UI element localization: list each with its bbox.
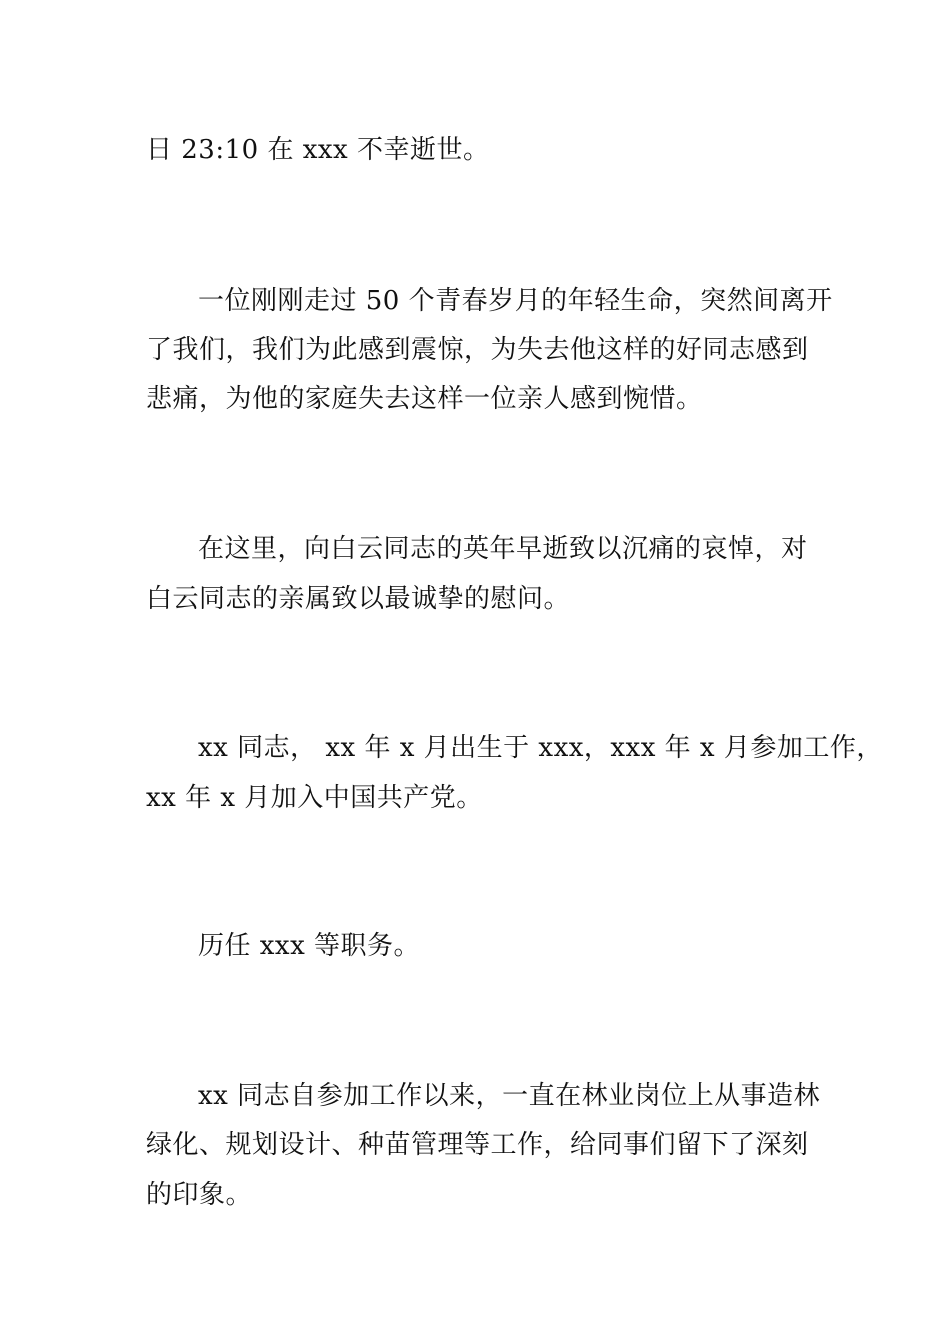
paragraph-4-line-2: xx 年 x 月加入中国共产党。: [146, 783, 483, 813]
paragraph-5-line-1: 历任 xxx 等职务。: [198, 931, 421, 961]
paragraph-3-line-1: 在这里，向白云同志的英年早逝致以沉痛的哀悼，对: [198, 534, 808, 564]
paragraph-2-line-2: 了我们，我们为此感到震惊，为失去他这样的好同志感到: [146, 335, 809, 365]
paragraph-6-line-3: 的印象。: [146, 1180, 253, 1210]
paragraph-2-line-1: 一位刚刚走过 50 个青春岁月的年轻生命，突然间离开: [198, 286, 833, 316]
paragraph-2-line-3: 悲痛，为他的家庭失去这样一位亲人感到惋惜。: [146, 384, 703, 414]
paragraph-6-line-1: xx 同志自参加工作以来，一直在林业岗位上从事造林: [198, 1081, 821, 1111]
paragraph-6-line-2: 绿化、规划设计、种苗管理等工作，给同事们留下了深刻: [146, 1130, 809, 1160]
paragraph-1-line-1: 日 23:10 在 xxx 不幸逝世。: [146, 135, 490, 165]
paragraph-4-line-1: xx 同志， xx 年 x 月出生于 xxx，xxx 年 x 月参加工作，: [198, 733, 883, 763]
paragraph-3-line-2: 白云同志的亲属致以最诚挚的慰问。: [146, 584, 571, 614]
